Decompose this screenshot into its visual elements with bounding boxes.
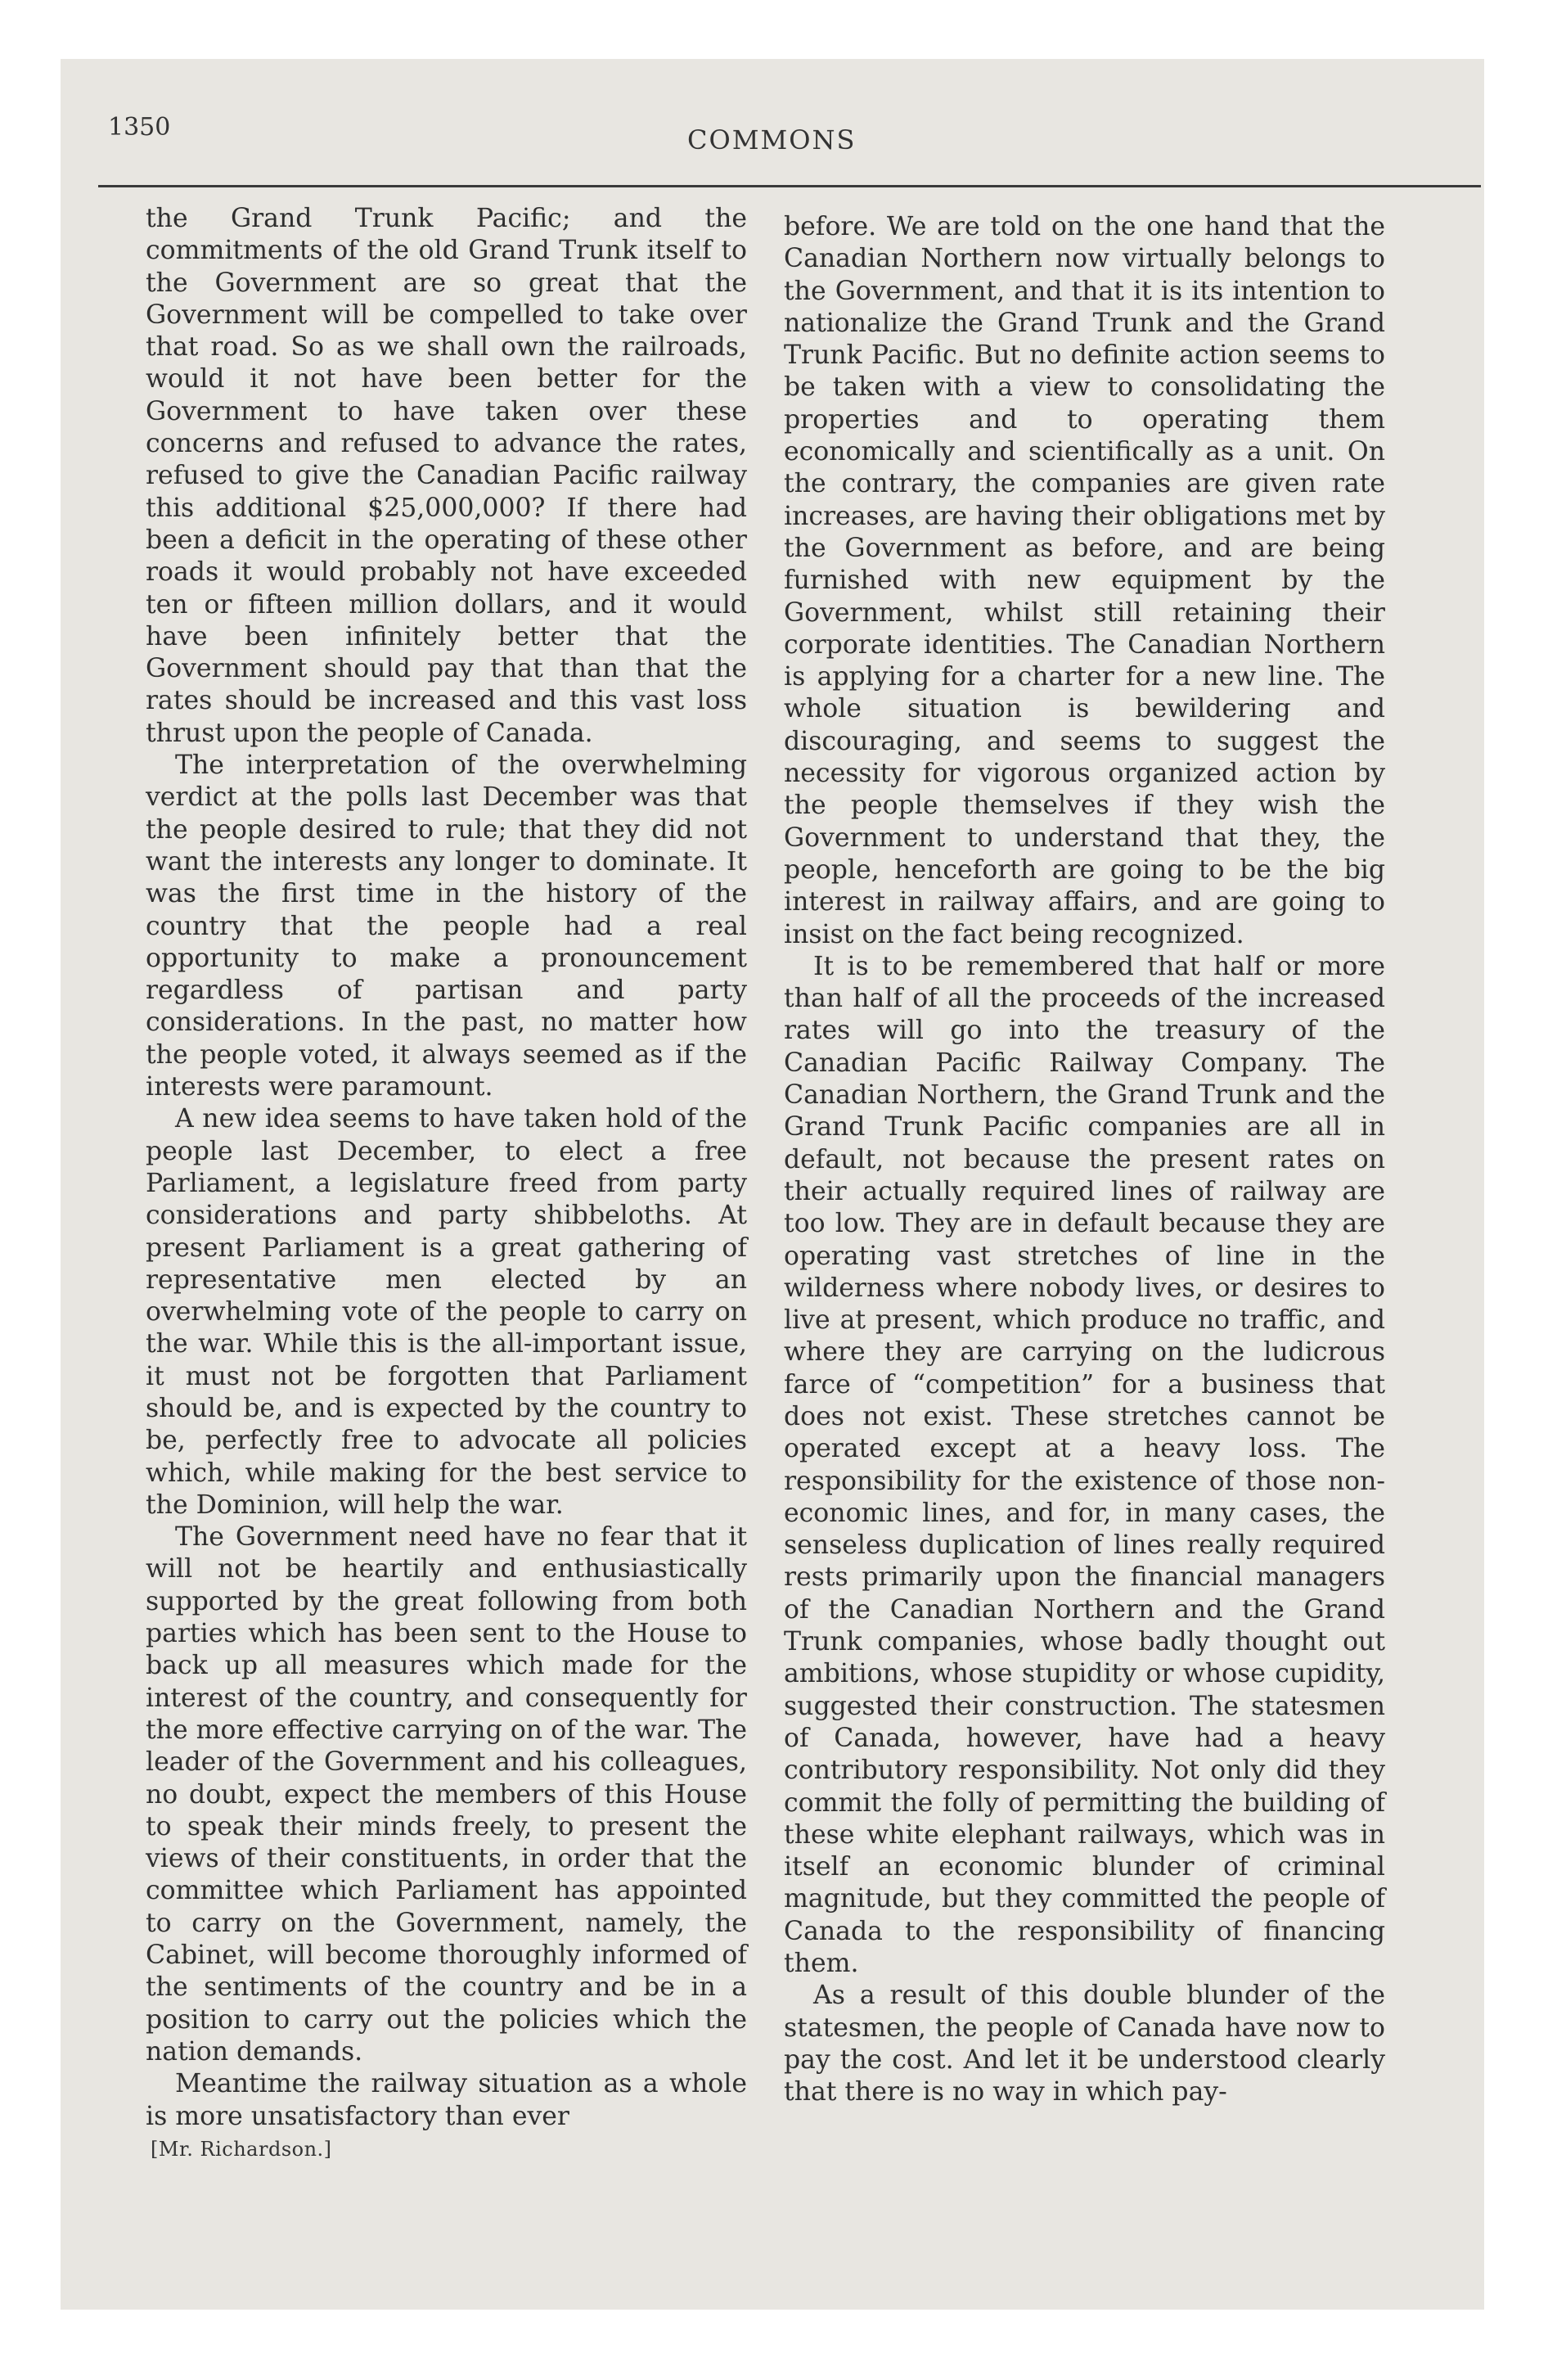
speaker-note: [Mr. Richardson.] bbox=[151, 2138, 332, 2161]
paragraph: Meantime the railway situation as a whole is more unsatisfactory than ever bbox=[146, 2069, 747, 2131]
paragraph: The Government need have no fear that it will not be heartily and enthusiastically supported by the great following from both parties which has been sent to the House to back up all measures which made for the interest of the country, and consequently for the more effective carrying on of the war. The leader of the Government and his colleagues, no doubt, expect the members of this House to speak their minds freely, to present the views of their constituents, in order that the committee which Parliament has appointed to carry on the Government, namely, the Cabinet, will become thoroughly informed of the sentiments of the country and be in a position to carry out the policies which the nation demands. bbox=[146, 1522, 747, 2067]
paragraph: As a result of this double blunder of the statesmen, the people of Canada have now to pay the cost. And let it be understood clearly that there is no way in which pay- bbox=[784, 1981, 1385, 2107]
paragraph: before. We are told on the one hand that the Canadian Northern now virtually belongs to the Government, and that it is its intention to nationalize the Grand Trunk and the Grand Trunk Pacific. But no definite action seems to be taken with a view to consolidating the properties and to operating them economically and scientifically as a unit. On the contrary, the companies are given rate increases, are having their obligations met by the Government as before, and are being furnished with new equipment by the Government, whilst still retaining their corporate identities. The Canadian Northern is applying for a charter for a new line. The whole situation is bewildering and discouraging, and seems to suggest the necessity for vigorous organized action by the people themselves if they wish the Government to understand that they, the people, henceforth are going to be the big interest in railway affairs, and are going to insist on the fact being recognized. bbox=[784, 212, 1385, 949]
header-rule bbox=[98, 185, 1481, 187]
paragraph: It is to be remembered that half or more than half of all the proceeds of the increased rates will go into the treasury of the Canadian Pacific Railway Company. The Canadian Northern, the Grand Trunk and the Grand Trunk Pacific companies are all in default, not because the present rates on their actually required lines of railway are too low. They are in default because they are operating vast stretches of line in the wilderness where nobody lives, or desires to live at present, which produce no traffic, and where they are carrying on the ludicrous farce of “competition” for a business that does not exist. These stretches cannot be operated except at a heavy loss. The responsibility for the existence of those non-economic lines, and for, in many cases, the senseless duplication of lines really required rests primarily upon the financial managers of the Canadian Northern and the Grand Trunk companies, whose badly thought out ambitions, whose stupidity or whose cupidity, suggested their construction. The statesmen of Canada, however, have had a heavy contributory responsibility. Not only did they commit the folly of permitting the building of these white elephant railways, which was in itself an economic blunder of criminal magnitude, but they committed the people of Canada to the responsibility of financing them. bbox=[784, 951, 1385, 1979]
right-column bbox=[784, 211, 1385, 2109]
page-number: 1350 bbox=[108, 113, 171, 142]
paragraph: A new idea seems to have taken hold of the people last December, to elect a free Parliament, a legislature freed from party considerations and party shibbeloths. At present Parliament is a great gathering of representative men elected by an overwhelming vote of the people to carry on the war. While this is the all-important issue, it must not be forgotten that Parliament should be, and is expected by the country to be, perfectly free to advocate all policies which, while making for the best service to the Dominion, will help the war. bbox=[146, 1104, 747, 1520]
paragraph: the Grand Trunk Pacific; and the commitments of the old Grand Trunk itself to the Government are so great that the Government will be compelled to take over that road. So as we shall own the railroads, would it not have been better for the Government to have taken over these concerns and refused to advance the rates, refused to give the Canadian Pacific railway this additional $25,000,000? If there had been a deficit in the operating of these other roads it would probably not have exceeded ten or fifteen million dollars, and it would have been infinitely better that the Government should pay that than that the rates should be increased and this vast loss thrust upon the people of Canada. bbox=[146, 204, 747, 748]
running-head: COMMONS bbox=[687, 124, 857, 156]
paragraph: The interpretation of the overwhelming verdict at the polls last December was that the people desired to rule; that they did not want the interests any longer to dominate. It was the first time in the history of the country that the people had a real opportunity to make a pronouncement regardless of partisan and party considerations. In the past, no matter how the people voted, it always seemed as if the interests were paramount. bbox=[146, 751, 747, 1102]
left-column bbox=[146, 203, 747, 2133]
